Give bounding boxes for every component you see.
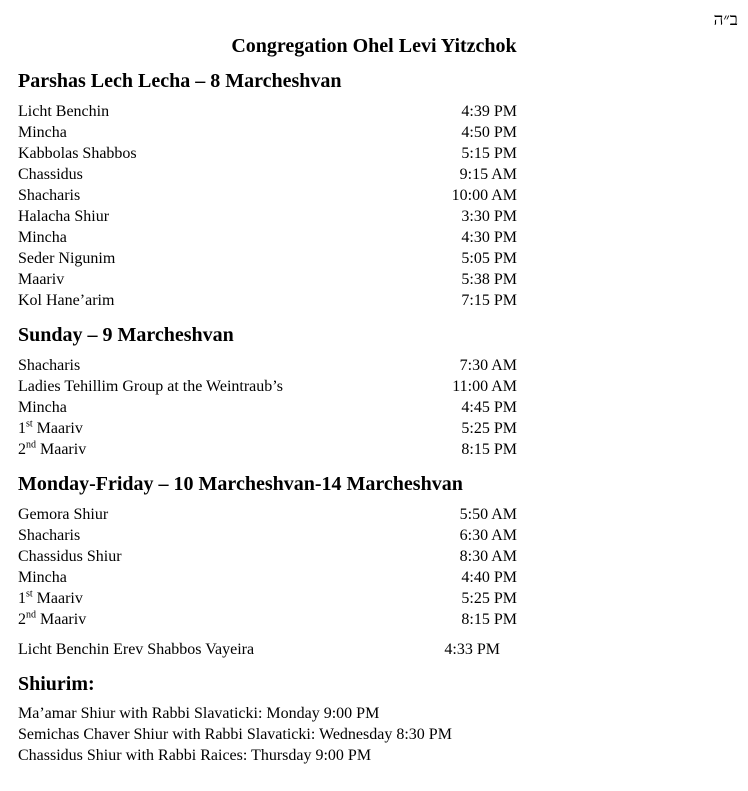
erev-shabbos-row: [18, 639, 500, 660]
event-label: Kabbolas Shabbos: [18, 145, 137, 162]
event-label: Mincha: [18, 229, 67, 246]
weekday-schedule: [18, 504, 518, 630]
schedule-row: [18, 248, 518, 269]
event-time: 11:00 AM: [452, 378, 517, 395]
schedule-row: [18, 227, 518, 248]
sunday-section: [18, 323, 518, 460]
schedule-row: [18, 588, 518, 609]
schedule-row: [18, 376, 518, 397]
ordinal-suffix: nd: [26, 609, 36, 621]
event-label: Shacharis: [18, 527, 81, 544]
event-time: 4:30 PM: [461, 229, 517, 246]
event-time: 6:30 AM: [459, 527, 517, 544]
event-label: [18, 418, 83, 439]
event-label: Halacha Shiur: [18, 208, 110, 225]
event-label: [18, 588, 83, 609]
event-label: Mincha: [18, 399, 67, 416]
weekday-section: [18, 472, 518, 630]
ordinal-number: 2: [18, 441, 26, 458]
schedule-row: [18, 355, 518, 376]
shiurim-list: [18, 703, 452, 766]
event-time: 10:00 AM: [451, 187, 517, 204]
schedule-row: [18, 122, 518, 143]
event-time: 5:50 AM: [459, 506, 517, 523]
event-label: [18, 609, 86, 630]
bh-header-mark: ב״ה: [713, 10, 738, 29]
ordinal-suffix: st: [26, 418, 33, 430]
shiurim-item: Semichas Chaver Shiur with Rabbi Slavaticki: Wednesday 8:30 PM: [18, 726, 452, 743]
ordinal-suffix: st: [26, 588, 33, 600]
event-label: Chassidus: [18, 166, 83, 183]
schedule-row: [18, 206, 518, 227]
shiurim-item: Ma’amar Shiur with Rabbi Slavaticki: Monday 9:00 PM: [18, 705, 380, 722]
schedule-row: [18, 504, 518, 525]
sunday-heading: Sunday – 9 Marcheshvan: [18, 324, 234, 346]
schedule-row: [18, 397, 518, 418]
shabbos-section: [18, 69, 518, 311]
erev-shabbos-time: 4:33 PM: [444, 641, 500, 658]
weekday-heading: Monday-Friday – 10 Marcheshvan-14 Marcheshvan: [18, 473, 463, 495]
event-label: Seder Nigunim: [18, 250, 116, 267]
event-time: 5:15 PM: [461, 145, 517, 162]
schedule-row: [18, 609, 518, 630]
event-time: 5:05 PM: [461, 250, 517, 267]
event-time: 5:38 PM: [461, 271, 517, 288]
event-time: 8:30 AM: [459, 548, 517, 565]
event-label: Shacharis: [18, 187, 81, 204]
schedule-row: [18, 269, 518, 290]
event-name: Maariv: [32, 590, 83, 607]
event-label: Shacharis: [18, 357, 81, 374]
schedule-row: [18, 546, 518, 567]
erev-shabbos-label: Licht Benchin Erev Shabbos Vayeira: [18, 641, 255, 658]
schedule-row: [18, 567, 518, 588]
shabbos-heading: Parshas Lech Lecha – 8 Marcheshvan: [18, 70, 342, 92]
event-time: 4:50 PM: [461, 124, 517, 141]
event-label: Kol Hane’arim: [18, 292, 115, 309]
event-time: 5:25 PM: [461, 590, 517, 607]
event-time: 4:40 PM: [461, 569, 517, 586]
ordinal-suffix: nd: [26, 439, 36, 451]
event-time: 5:25 PM: [461, 420, 517, 437]
event-name: Maariv: [36, 441, 87, 458]
event-label: Licht Benchin: [18, 103, 110, 120]
event-time: 3:30 PM: [461, 208, 517, 225]
schedule-row: [18, 185, 518, 206]
page-title: Congregation Ohel Levi Yitzchok: [231, 35, 517, 57]
event-time: 9:15 AM: [459, 166, 517, 183]
event-label: Gemora Shiur: [18, 506, 109, 523]
event-name: Maariv: [36, 611, 87, 628]
event-label: Ladies Tehillim Group at the Weintraub’s: [18, 378, 283, 395]
event-label: Mincha: [18, 569, 67, 586]
ordinal-number: 1: [18, 420, 26, 437]
ordinal-number: 1: [18, 590, 26, 607]
shiurim-item: Chassidus Shiur with Rabbi Raices: Thursday 9:00 PM: [18, 747, 372, 764]
event-time: 7:30 AM: [459, 357, 517, 374]
event-name: Maariv: [32, 420, 83, 437]
event-label: Mincha: [18, 124, 67, 141]
event-time: 8:15 PM: [461, 611, 517, 628]
event-time: 4:39 PM: [461, 103, 517, 120]
shiurim-heading: Shiurim:: [18, 673, 95, 695]
schedule-row: [18, 143, 518, 164]
event-label: [18, 439, 86, 460]
shiurim-section: [18, 672, 518, 696]
event-label: Maariv: [18, 271, 65, 288]
event-time: 8:15 PM: [461, 441, 517, 458]
schedule-row: [18, 101, 518, 122]
event-time: 4:45 PM: [461, 399, 517, 416]
schedule-row: [18, 164, 518, 185]
schedule-row: [18, 290, 518, 311]
shabbos-schedule: [18, 101, 518, 311]
event-label: Chassidus Shiur: [18, 548, 122, 565]
ordinal-number: 2: [18, 611, 26, 628]
event-time: 7:15 PM: [461, 292, 517, 309]
schedule-row: [18, 418, 518, 439]
sunday-schedule: [18, 355, 518, 460]
schedule-row: [18, 525, 518, 546]
schedule-row: [18, 439, 518, 460]
